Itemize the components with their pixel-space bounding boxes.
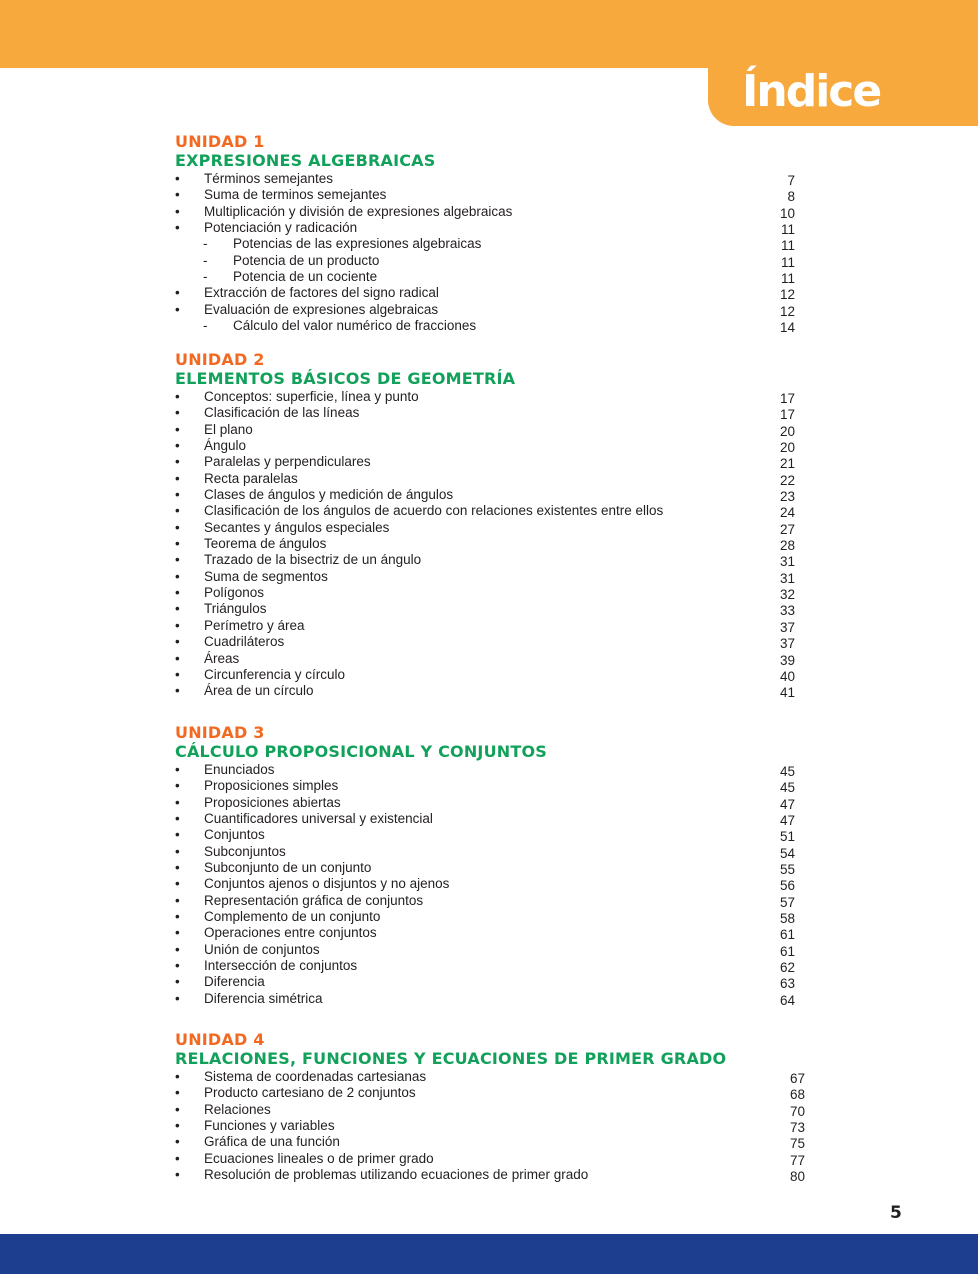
unit-section-3 (175, 723, 815, 1007)
toc-entry (175, 860, 815, 876)
entry-page-number: 31 (779, 570, 795, 586)
toc-entry (175, 405, 815, 421)
toc-entry (175, 974, 815, 990)
entry-title: Diferencia simétrica (204, 990, 323, 1006)
entry-page-number: 77 (789, 1152, 805, 1168)
toc-entry (175, 876, 815, 892)
entry-title: Complemento de un conjunto (204, 909, 381, 925)
entry-title: Trazado de la bisectriz de un ángulo (204, 552, 422, 568)
entry-title: Términos semejantes (204, 171, 334, 186)
bullet-marker: • (175, 778, 180, 794)
toc-entry (175, 302, 815, 318)
toc-entry (175, 438, 815, 454)
entry-title: Ángulo (204, 438, 247, 454)
entry-title: Potencia de un producto (233, 252, 380, 268)
bullet-marker: • (175, 794, 180, 810)
toc-entry (175, 585, 815, 601)
unit-title: EXPRESIONES ALGEBRAICAS (175, 151, 436, 170)
bullet-marker: • (175, 421, 180, 437)
entry-page-number: 64 (779, 992, 795, 1008)
bullet-marker: • (175, 536, 180, 552)
entry-title: Cuadriláteros (204, 634, 285, 650)
toc-entry (175, 1069, 815, 1085)
unit-label: UNIDAD 4 (175, 1030, 265, 1049)
bullet-marker: • (175, 958, 180, 974)
unit-label: UNIDAD 1 (175, 132, 265, 151)
bullet-marker: • (175, 519, 180, 535)
entry-title: Sistema de coordenadas cartesianas (204, 1069, 427, 1084)
toc-entry (175, 552, 815, 568)
entry-title: Evaluación de expresiones algebraicas (204, 301, 439, 317)
toc-entry (175, 778, 815, 794)
toc-entry (175, 171, 815, 187)
toc-entry (175, 651, 815, 667)
bullet-marker: • (175, 503, 180, 519)
entry-page-number: 14 (779, 320, 795, 336)
entry-page-number: 23 (779, 489, 795, 505)
entry-page-number: 40 (779, 668, 795, 684)
bullet-marker: • (175, 552, 180, 568)
toc-entry (175, 204, 815, 220)
bullet-marker: • (175, 220, 180, 236)
entry-page-number: 80 (789, 1169, 805, 1185)
page-title: Índice (742, 66, 881, 117)
toc-entry (175, 991, 815, 1007)
toc-entry (175, 285, 815, 301)
entry-title: Clases de ángulos y medición de ángulos (204, 487, 454, 503)
entry-page-number: 32 (779, 587, 795, 603)
entry-page-number: 11 (780, 254, 795, 270)
bullet-marker: • (175, 203, 180, 219)
entry-page-number: 24 (779, 505, 795, 521)
toc-entry (175, 220, 815, 236)
bullet-marker: • (175, 1085, 180, 1101)
bullet-marker: • (175, 187, 180, 203)
entry-title: Relaciones (204, 1101, 271, 1117)
toc-entry (175, 958, 815, 974)
entry-title: Proposiciones simples (204, 778, 339, 794)
entry-title: Subconjuntos (204, 843, 286, 859)
unit-label: UNIDAD 3 (175, 723, 265, 742)
toc-subentry (175, 236, 815, 252)
toc-entry (175, 187, 815, 203)
dash-marker: - (203, 318, 208, 334)
entry-title: Paralelas y perpendiculares (204, 454, 371, 470)
toc-entry (175, 389, 815, 405)
entry-page-number: 37 (779, 619, 795, 635)
entry-title: Conjuntos (204, 827, 265, 843)
bullet-marker: • (175, 827, 180, 843)
toc-subentry (175, 318, 815, 334)
toc-entry (175, 667, 815, 683)
entry-title: Potenciación y radicación (204, 220, 358, 236)
bullet-marker: • (175, 585, 180, 601)
entry-title: Gráfica de una función (204, 1134, 340, 1150)
entry-page-number: 22 (779, 472, 795, 488)
entry-page-number: 27 (779, 521, 795, 537)
toc-entry (175, 811, 815, 827)
entry-page-number: 41 (779, 685, 795, 701)
bullet-marker: • (175, 454, 180, 470)
bullet-marker: • (175, 171, 180, 186)
unit-section-1 (175, 132, 815, 334)
entry-title: Recta paralelas (204, 470, 298, 486)
entry-page-number: 12 (779, 303, 795, 319)
toc-entry (175, 827, 815, 843)
entry-page-number: 17 (779, 407, 795, 423)
bullet-marker: • (175, 634, 180, 650)
entry-title: Extracción de factores del signo radical (204, 285, 439, 301)
entry-list (175, 762, 815, 1007)
entry-title: Funciones y variables (204, 1118, 335, 1134)
entry-page-number: 12 (779, 287, 795, 303)
entry-page-number: 56 (779, 878, 795, 894)
entry-page-number: 37 (779, 636, 795, 652)
entry-page-number: 47 (779, 796, 795, 812)
entry-title: Diferencia (204, 974, 265, 990)
entry-title: Conceptos: superficie, línea y punto (204, 389, 419, 404)
toc-entry (175, 844, 815, 860)
entry-title: Áreas (204, 650, 240, 666)
entry-title: Triángulos (204, 601, 267, 617)
toc-entry (175, 1102, 815, 1118)
bullet-marker: • (175, 990, 180, 1006)
entry-page-number: 73 (789, 1120, 805, 1136)
entry-page-number: 21 (779, 456, 795, 472)
footer-band (0, 1234, 978, 1274)
entry-page-number: 11 (780, 271, 795, 287)
entry-page-number: 67 (789, 1071, 805, 1086)
toc-entry (175, 683, 815, 699)
toc-entry (175, 569, 815, 585)
toc-entry (175, 925, 815, 941)
entry-page-number: 11 (780, 222, 795, 238)
entry-page-number: 7 (787, 173, 795, 188)
bullet-marker: • (175, 601, 180, 617)
entry-page-number: 45 (779, 764, 795, 779)
entry-page-number: 55 (779, 862, 795, 878)
dash-marker: - (203, 252, 208, 268)
bullet-marker: • (175, 1118, 180, 1134)
entry-title: Subconjunto de un conjunto (204, 860, 372, 876)
entry-title: Teorema de ángulos (204, 536, 327, 552)
entry-page-number: 17 (779, 391, 795, 406)
toc-entry (175, 942, 815, 958)
toc-entry (175, 601, 815, 617)
entry-title: Ecuaciones lineales o de primer grado (204, 1150, 434, 1166)
toc-entry (175, 762, 815, 778)
toc-entry (175, 893, 815, 909)
toc-entry (175, 503, 815, 519)
entry-page-number: 45 (779, 780, 795, 796)
entry-title: Proposiciones abiertas (204, 794, 341, 810)
toc-entry (175, 1118, 815, 1134)
bullet-marker: • (175, 470, 180, 486)
entry-title: Potencias de las expresiones algebraicas (233, 236, 482, 252)
bullet-marker: • (175, 487, 180, 503)
toc-subentry (175, 269, 815, 285)
unit-title: CÁLCULO PROPOSICIONAL Y CONJUNTOS (175, 742, 548, 761)
unit-title: RELACIONES, FUNCIONES Y ECUACIONES DE PRIMER GRADO (175, 1049, 727, 1068)
toc-entry (175, 909, 815, 925)
bullet-marker: • (175, 1069, 180, 1084)
entry-page-number: 47 (779, 813, 795, 829)
entry-page-number: 68 (789, 1087, 805, 1103)
entry-page-number: 61 (779, 927, 795, 943)
bullet-marker: • (175, 301, 180, 317)
unit-section-2 (175, 350, 815, 700)
toc-entry (175, 422, 815, 438)
entry-page-number: 61 (779, 943, 795, 959)
toc-subentry (175, 253, 815, 269)
entry-title: Secantes y ángulos especiales (204, 519, 390, 535)
toc-entry (175, 520, 815, 536)
bullet-marker: • (175, 405, 180, 421)
toc-entry (175, 1167, 815, 1183)
bullet-marker: • (175, 1134, 180, 1150)
toc-entry (175, 536, 815, 552)
unit-title: ELEMENTOS BÁSICOS DE GEOMETRÍA (175, 369, 516, 388)
page-number: 5 (890, 1203, 902, 1223)
entry-page-number: 10 (779, 205, 795, 221)
entry-page-number: 31 (779, 554, 795, 570)
toc-entry (175, 1134, 815, 1150)
entry-title: Clasificación de los ángulos de acuerdo con relaciones existentes entre ellos (204, 503, 664, 519)
bullet-marker: • (175, 617, 180, 633)
entry-title: Polígonos (204, 585, 265, 601)
toc-entry (175, 487, 815, 503)
dash-marker: - (203, 236, 208, 252)
bullet-marker: • (175, 389, 180, 404)
entry-page-number: 20 (779, 423, 795, 439)
bullet-marker: • (175, 892, 180, 908)
entry-title: Conjuntos ajenos o disjuntos y no ajenos (204, 876, 450, 892)
entry-page-number: 20 (779, 440, 795, 456)
toc-entry (175, 795, 815, 811)
entry-list (175, 389, 815, 700)
entry-page-number: 63 (779, 976, 795, 992)
dash-marker: - (203, 269, 208, 285)
bullet-marker: • (175, 568, 180, 584)
toc-entry (175, 1151, 815, 1167)
unit-section-4 (175, 1030, 815, 1183)
toc-entry (175, 634, 815, 650)
entry-list (175, 171, 815, 334)
entry-title: Operaciones entre conjuntos (204, 925, 377, 941)
entry-page-number: 8 (787, 189, 795, 205)
entry-page-number: 57 (779, 894, 795, 910)
entry-page-number: 58 (779, 911, 795, 927)
entry-title: Multiplicación y división de expresiones algebraicas (204, 203, 513, 219)
entry-page-number: 75 (789, 1136, 805, 1152)
entry-title: Clasificación de las líneas (204, 405, 360, 421)
bullet-marker: • (175, 876, 180, 892)
entry-page-number: 33 (779, 603, 795, 619)
bullet-marker: • (175, 683, 180, 699)
entry-title: Circunferencia y círculo (204, 666, 346, 682)
entry-title: Suma de segmentos (204, 568, 328, 584)
bullet-marker: • (175, 1101, 180, 1117)
bullet-marker: • (175, 811, 180, 827)
entry-title: Cálculo del valor numérico de fracciones (233, 318, 477, 334)
entry-title: Unión de conjuntos (204, 941, 320, 957)
entry-title: Resolución de problemas utilizando ecuaciones de primer grado (204, 1167, 589, 1183)
entry-page-number: 51 (779, 829, 795, 845)
bullet-marker: • (175, 843, 180, 859)
toc-entry (175, 471, 815, 487)
entry-title: Producto cartesiano de 2 conjuntos (204, 1085, 416, 1101)
toc-entry (175, 454, 815, 470)
entry-title: Cuantificadores universal y existencial (204, 811, 433, 827)
bullet-marker: • (175, 860, 180, 876)
bullet-marker: • (175, 650, 180, 666)
unit-label: UNIDAD 2 (175, 350, 265, 369)
entry-title: Perímetro y área (204, 617, 305, 633)
entry-page-number: 70 (789, 1103, 805, 1119)
entry-title: Potencia de un cociente (233, 269, 378, 285)
bullet-marker: • (175, 925, 180, 941)
entry-page-number: 11 (780, 238, 795, 254)
toc-entry (175, 618, 815, 634)
entry-title: Representación gráfica de conjuntos (204, 892, 424, 908)
entry-page-number: 39 (779, 652, 795, 668)
entry-title: Enunciados (204, 762, 275, 777)
bullet-marker: • (175, 974, 180, 990)
entry-page-number: 62 (779, 960, 795, 976)
bullet-marker: • (175, 438, 180, 454)
entry-page-number: 54 (779, 845, 795, 861)
bullet-marker: • (175, 909, 180, 925)
entry-title: El plano (204, 421, 253, 437)
entry-title: Área de un círculo (204, 683, 314, 699)
bullet-marker: • (175, 666, 180, 682)
entry-title: Intersección de conjuntos (204, 958, 358, 974)
toc-entry (175, 1085, 815, 1101)
bullet-marker: • (175, 941, 180, 957)
bullet-marker: • (175, 285, 180, 301)
entry-list (175, 1069, 815, 1183)
bullet-marker: • (175, 1150, 180, 1166)
bullet-marker: • (175, 1167, 180, 1183)
entry-title: Suma de terminos semejantes (204, 187, 387, 203)
bullet-marker: • (175, 762, 180, 777)
entry-page-number: 28 (779, 538, 795, 554)
